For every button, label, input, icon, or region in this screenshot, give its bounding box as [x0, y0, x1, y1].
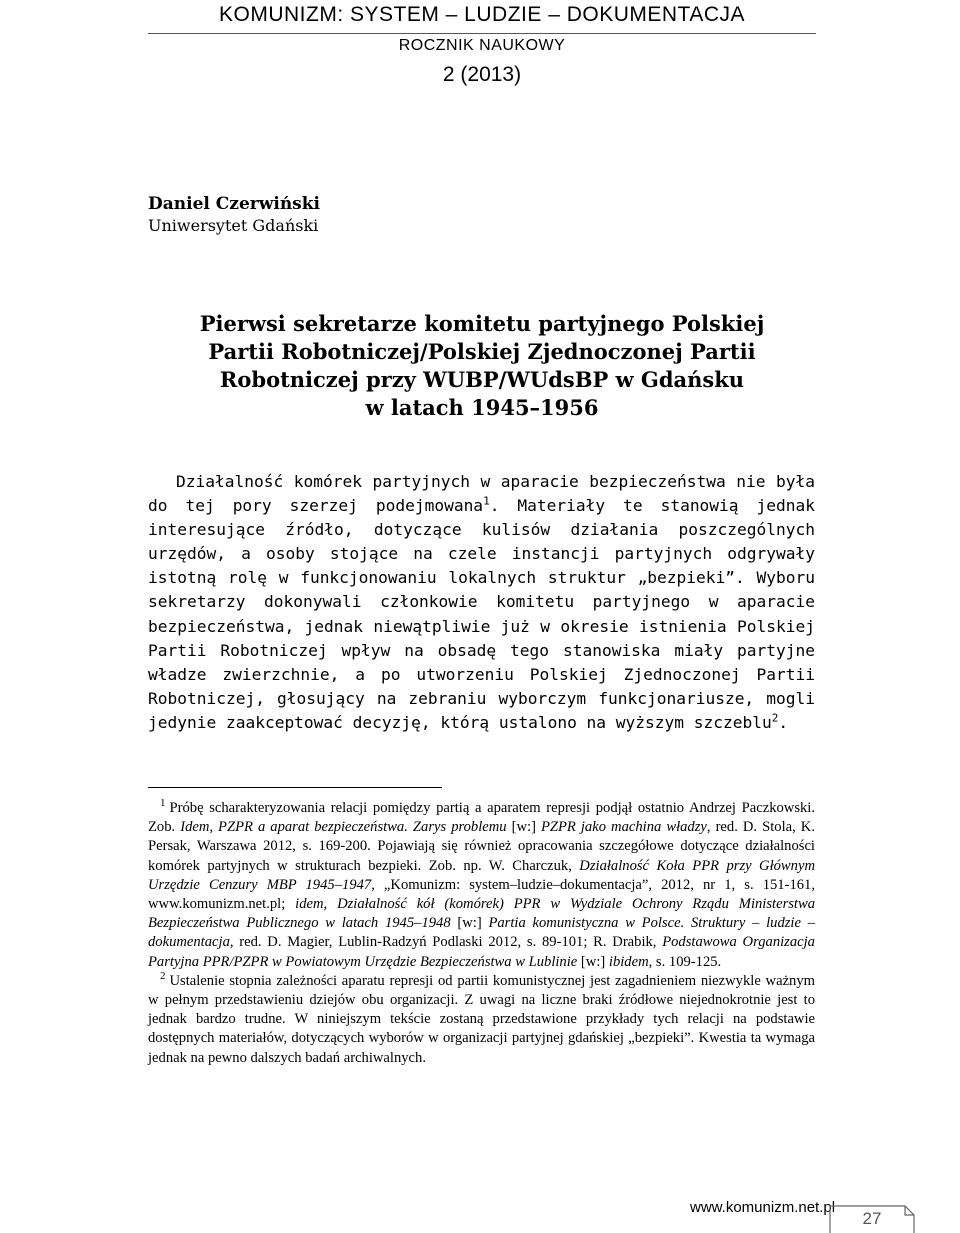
page-number-box: [829, 1205, 915, 1230]
footnote-text: [w:]: [577, 953, 609, 970]
footnote-citation-title: idem, Działalność kół (komórek) PPR w Wydziale Ochrony Rządu Ministerstwa Bezpieczeństwa Publicznego w latach 1945–1948: [148, 896, 816, 932]
footnote-1: [148, 799, 815, 972]
body-text-part: Działalność komórek partyjnych w aparacie bezpieczeństwa nie była do tej pory szerzej podejmowana: [148, 472, 815, 516]
footnote-citation-title: PZPR jako machina władzy: [540, 819, 707, 836]
journal-subtitle: ROCZNIK NAUKOWY: [398, 37, 566, 54]
article-title: [148, 310, 816, 422]
issue-number: 2 (2013): [442, 63, 522, 86]
title-line: Partii Robotniczej/Polskiej Zjednoczonej Partii: [208, 339, 756, 364]
footnote-citation-title: Idem, PZPR a aparat bezpieczeństwa. Zarys problemu: [180, 819, 507, 836]
body-paragraph: [148, 470, 815, 735]
footnote-ref-1[interactable]: 1: [483, 494, 490, 508]
footer-url[interactable]: www.komunizm.net.pl: [690, 1199, 836, 1216]
footnote-citation-title: ibidem: [608, 953, 649, 970]
footnote-text: Próbę scharakteryzowania relacji pomiędzy partią a aparatem represji podjął ostatnio Andrzej Paczkowski. Zob.: [148, 800, 815, 836]
footnote-citation-title: Partia komunistyczna w Polsce. Struktury – ludzie – dokumentacja,: [148, 915, 816, 951]
author-name: Daniel Czerwiński: [148, 194, 320, 214]
footnote-text: , „Komunizm: system–ludzie–dokumentacja”, 2012, nr 1, s. 151-161, www.komunizm.net.pl;: [148, 876, 815, 913]
footnote-citation-title: Działalność Koła PPR przy Głównym Urzędzie Cenzury MBP 1945–1947: [148, 857, 815, 893]
footnote-mark: 2: [160, 969, 166, 982]
footnote-text: [w:]: [506, 819, 541, 836]
title-line: Robotniczej przy WUBP/WUdsBP w Gdańsku: [219, 367, 745, 392]
footnote-mark: 1: [160, 797, 166, 810]
author-affiliation: Uniwersytet Gdański: [148, 216, 319, 235]
title-line: Pierwsi sekretarze komitetu partyjnego Polskiej: [199, 311, 765, 336]
body-text-part: .: [778, 712, 789, 732]
footnote-citation-title: Podstawowa Organizacja Partyjna PPR/PZPR w Powiatowym Urzędzie Bezpieczeństwa w Lublinie: [148, 934, 815, 970]
footnote-ref-2[interactable]: 2: [771, 711, 779, 725]
footnote-text: [w:]: [450, 915, 489, 932]
footnote-divider: [148, 787, 442, 788]
footnotes: [148, 799, 815, 1068]
page-number: 27: [862, 1209, 882, 1228]
footnote-text: , s. 109-125.: [648, 953, 722, 970]
title-line: w latach 1945–1956: [365, 395, 599, 420]
footnote-text: Ustalenie stopnia zależności aparatu represji od partii komunistycznej jest zagadnieniem niezwykle ważnym w pełnym przedstawieniu dziejów obu organizacji. Z uwagi na liczne braki źródłowe niejednokrotnie jest to jednak bardzo trudne. W niniejszym tekście zostaną przedstawione przykłady tych relacji na podstawie dostępnych materiałów, dotyczących wyborów w organizacji partyjnej gdańskiej „bezpieki”. Kwestia ta wymaga jednak na pewno dalszych badań archiwalnych.: [148, 972, 815, 1066]
footnote-2: [148, 969, 815, 1068]
footnote-text: , red. D. Stola, K. Persak, Warszawa 2012, s. 169-200. Pojawiają się również opracowania szczegółowe dotyczące działalności komórek partyjnych w strukturach bezpieki. Zob. np. W. Charczuk,: [148, 819, 815, 874]
body-text: [148, 470, 815, 735]
journal-title: KOMUNIZM: SYSTEM – LUDZIE – DOKUMENTACJA: [148, 0, 816, 34]
footnote-text: red. D. Magier, Lublin-Radzyń Podlaski 2012, s. 89-101; R. Drabik,: [233, 934, 663, 951]
body-text-part: . Materiały te stanowią jednak interesujące źródło, dotyczące kulisów działania poszczególnych urzędów, a osoby stojące na czele instancji partyjnych odgrywały istotną rolę w funkcjonowaniu lokalnych struktur „bezpieki”. Wyboru sekretarzy dokonywali członkowie komitetu partyjnego w aparacie bezpieczeństwa, jednak niewątpliwie już w okresie istnienia Polskiej Partii Robotniczej wpływ na obsadę tego stanowiska miały partyjne władze zwierzchnie, a po utworzeniu Polskiej Zjednoczonej Partii Robotniczej, głosujący na zebraniu wyborczym funkcjonariusze, mogli jedynie zaakceptować decyzję, którą ustalono na wyższym szczeblu: [148, 496, 815, 732]
